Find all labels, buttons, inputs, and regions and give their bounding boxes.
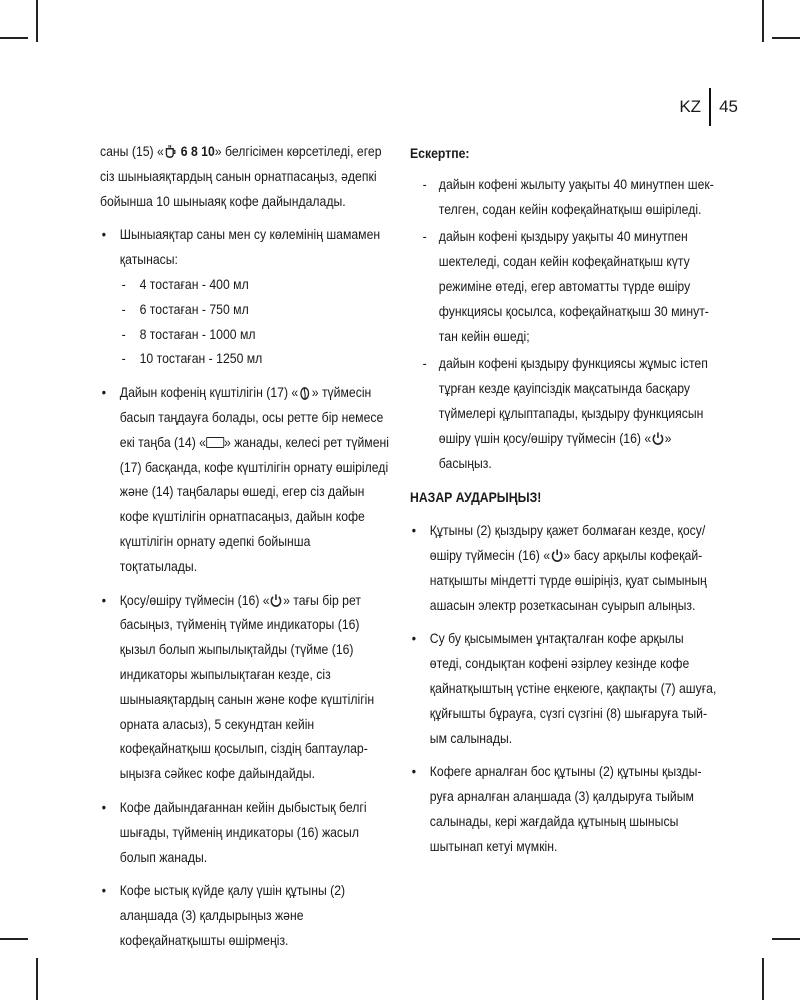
warning-heading: НАЗАР АУДАРЫҢЫЗ!: [410, 490, 542, 506]
warning-list: [410, 519, 718, 859]
power-icon: [550, 548, 564, 563]
list-item: • Су бу қысымымен ұнтақталған кофе арқылы өтеді, сондықтан кофені әзірлеу кезінде кофе қайнатқыштың үстіне еңкеюге, қақпақты (7) ашуға, құйғышты бұрауға, сүзгі сүзгіні (8) шығаруға тыйым салынады.: [410, 627, 718, 751]
crop-mark: [762, 0, 764, 42]
list-item: - 8 тостаған - 1000 мл: [120, 323, 390, 348]
crop-mark: [0, 37, 28, 39]
cup-volume-list: [120, 273, 390, 372]
list-item: • Кофеге арналған бос құтыны (2) құтыны қыздыруға арналған алаңшада (3) қалдыруға тыйым салынады, кері жағдайда құтының шынысы шытынап кетуі мүмкін.: [410, 760, 718, 859]
cup-count-indicator: 6 8 10: [180, 144, 215, 159]
list-item: - дайын кофені қыздыру функциясы жұмыс істеп тұрған кезде қауіпсіздік мақсатында басқару түймелері құлыптапады, қыздыру функциясын өшіру үшін қосу/өшіру түймесін (16) « » басыңыз.: [410, 352, 718, 476]
left-column: [100, 140, 390, 963]
strength-marks-icon: [206, 437, 224, 448]
power-icon: [651, 431, 665, 446]
right-column: [410, 142, 718, 869]
crop-mark: [772, 37, 800, 39]
list-item: • Кофе ыстық күйде қалу үшін құтыны (2) алаңшада (3) қалдырыңыз және кофеқайнатқышты өшірмеңіз.: [100, 879, 390, 953]
crop-mark: [772, 938, 800, 940]
crop-mark: [0, 938, 28, 940]
list-item: - дайын кофені қыздыру уақыты 40 минутпен шектеледі, содан кейін кофеқайнатқыш күту режиміне өтеді, егер автоматты түрде өшіру функциясы қосылса, кофеқайнатқыш 30 минуттан кейін өшеді;: [410, 225, 718, 349]
list-item: • Қосу/өшіру түймесін (16) « » тағы бір рет басыңыз, түйменің түйме индикаторы (16) қызыл болып жыпылықтайды (түйме (16) индикаторы жыпылықтаған кезде, сіз шыныаяқтардың санын және кофе күштілігін орната аласыз), 5 секундтан кейін кофеқайнатқыш қосылып, сіздің баптауларыңызға сәйкес кофе дайындайды.: [100, 589, 390, 787]
page-header: [679, 88, 738, 126]
crop-mark: [36, 958, 38, 1000]
page-number: 45: [719, 97, 738, 116]
list-item: • Құтыны (2) қыздыру қажет болмаған кезде, қосу/өшіру түймесін (16) « » басу арқылы кофеқайнатқышты міндетті түрде өшіріңіз, қуат сымының ашасын электр розеткасынан суырып алыңыз.: [410, 519, 718, 618]
crop-mark: [36, 0, 38, 42]
cup-icon: [164, 144, 178, 159]
note-list: [410, 173, 718, 477]
crop-mark: [762, 958, 764, 1000]
list-item: - дайын кофені жылыту уақыты 40 минутпен шектелген, содан кейін кофеқайнатқыш өшіріледі.: [410, 173, 718, 223]
coffee-bean-strength-icon: [298, 385, 312, 400]
language-code: KZ: [679, 97, 702, 116]
list-item: • Дайын кофенің күштілігін (17) « » түймесін басып таңдауға болады, осы ретте бір немесе екі таңба (14) « » жанады, келесі рет түймені (17) басқанда, кофе күштілігін орнату өшіріледі және (14) таңбалары өшеді, егер сіз дайын кофе күштілігін орнатпасаңыз, дайын кофе күштілігін орнату әдепкі бойынша тоқтатылады.: [100, 381, 390, 579]
list-item: • Шыныаяқтар саны мен су көлемінің шамамен қатынасы: - 4 тостаған - 400 мл - 6 тостаған - 750 мл - 8 тостаған - 1000 мл - 10 тостаған - 1250 мл: [100, 223, 390, 372]
note-heading: Ескертпе:: [410, 146, 470, 161]
list-item: - 4 тостаған - 400 мл: [120, 273, 390, 298]
intro-paragraph: саны (15) « 6 8 10» белгісімен көрсетіледі, егер сіз шыныаяқтардың санын орнатпасаңыз, әдепкі бойынша 10 шыныаяқ кофе дайындалады.: [100, 144, 382, 209]
list-item: • Кофе дайындағаннан кейін дыбыстық белгі шығады, түйменің индикаторы (16) жасыл болып жанады.: [100, 796, 390, 870]
list-item: - 10 тостаған - 1250 мл: [120, 347, 390, 372]
power-icon: [270, 593, 284, 608]
list-item: - 6 тостаған - 750 мл: [120, 298, 390, 323]
